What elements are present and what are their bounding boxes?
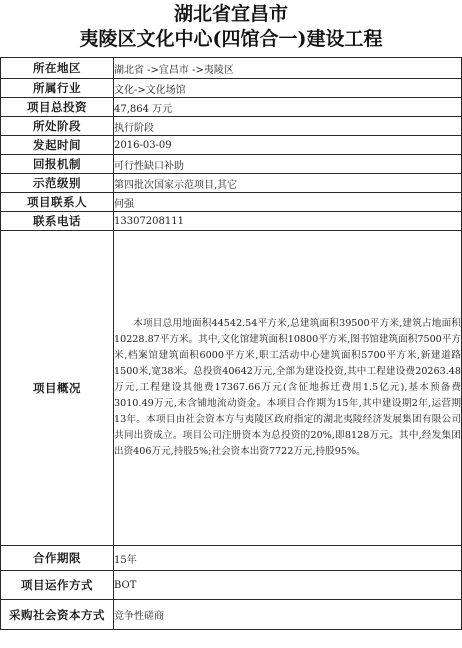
table-row-procurement-method <box>1 600 462 630</box>
row-value: 执行阶段 <box>114 117 462 136</box>
table-row-launch-date <box>1 136 462 155</box>
table-row-demo-level <box>1 174 462 193</box>
row-label: 发起时间 <box>1 136 114 155</box>
row-label: 项目联系人 <box>1 193 114 212</box>
row-value: 2016-03-09 <box>114 136 462 155</box>
table-row-stage <box>1 117 462 136</box>
overview-cell <box>114 231 462 546</box>
row-value: 湖北省 ->宜昌市 ->夷陵区 <box>114 58 462 79</box>
row-value: 第四批次国家示范项目,其它 <box>114 174 462 193</box>
overview-text: 本项目总用地面积44542.54平方米,总建筑面积39500平方米,建筑占地面积10228.87平方米。其中,文化馆建筑面积10800平方米,图书馆建筑面积7500平方米,档案馆建筑面积6000平方米,职工活动中心建筑面积5700平方米,新建道路1500米,宽38米。总投资40642万元,全部为建设投资,其中工程建设费20263.48万元,工程建设其他费17367.66万元(含征地拆迁费用1.5亿元),基本预备费3010.49万元,未含铺地流动资金。本项目合作期为15年,其中建设期2年,运营期13年。本项目由社会资本方与夷陵区政府指定的湖北夷陵经济发展集团有限公司共同出资成立。项目公司注册资本为总投资的20%,即8128万元。其中,经发集团出资406万元,持股5%;社会资本出资7722万元,持股95%。 <box>114 318 461 457</box>
row-label: 所处阶段 <box>1 117 114 136</box>
row-label: 采购社会资本方式 <box>1 600 114 630</box>
table-row-contact-phone <box>1 212 462 231</box>
row-value: 47,864 万元 <box>114 98 462 117</box>
page-title-line-2: 夷陵区文化中心(四馆合一)建设工程 <box>79 28 383 50</box>
table-row-total-investment <box>1 98 462 117</box>
row-value: 可行性缺口补助 <box>114 155 462 174</box>
row-label: 回报机制 <box>1 155 114 174</box>
table-row-industry <box>1 79 462 98</box>
row-value: BOT <box>114 571 462 600</box>
page-title-line-1: 湖北省宜昌市 <box>173 3 288 25</box>
row-value: 15年 <box>114 546 462 571</box>
row-label: 联系电话 <box>1 212 114 231</box>
row-label: 合作期限 <box>1 546 114 571</box>
project-info-table <box>0 57 462 630</box>
row-value: 13307208111 <box>114 212 462 231</box>
row-label: 示范级别 <box>1 174 114 193</box>
row-label: 项目运作方式 <box>1 571 114 600</box>
table-row-contact-person <box>1 193 462 212</box>
table-row-operation-mode <box>1 571 462 600</box>
row-value: 文化->文化场馆 <box>114 79 462 98</box>
table-row-return-mechanism <box>1 155 462 174</box>
row-label: 所在地区 <box>1 58 114 79</box>
row-label: 项目概况 <box>1 231 114 546</box>
table-row-cooperation-period <box>1 546 462 571</box>
row-value: 何强 <box>114 193 462 212</box>
table-row-overview <box>1 231 462 546</box>
row-label: 所属行业 <box>1 79 114 98</box>
row-label: 项目总投资 <box>1 98 114 117</box>
table-row-region <box>1 58 462 79</box>
row-value: 竞争性磋商 <box>114 600 462 630</box>
